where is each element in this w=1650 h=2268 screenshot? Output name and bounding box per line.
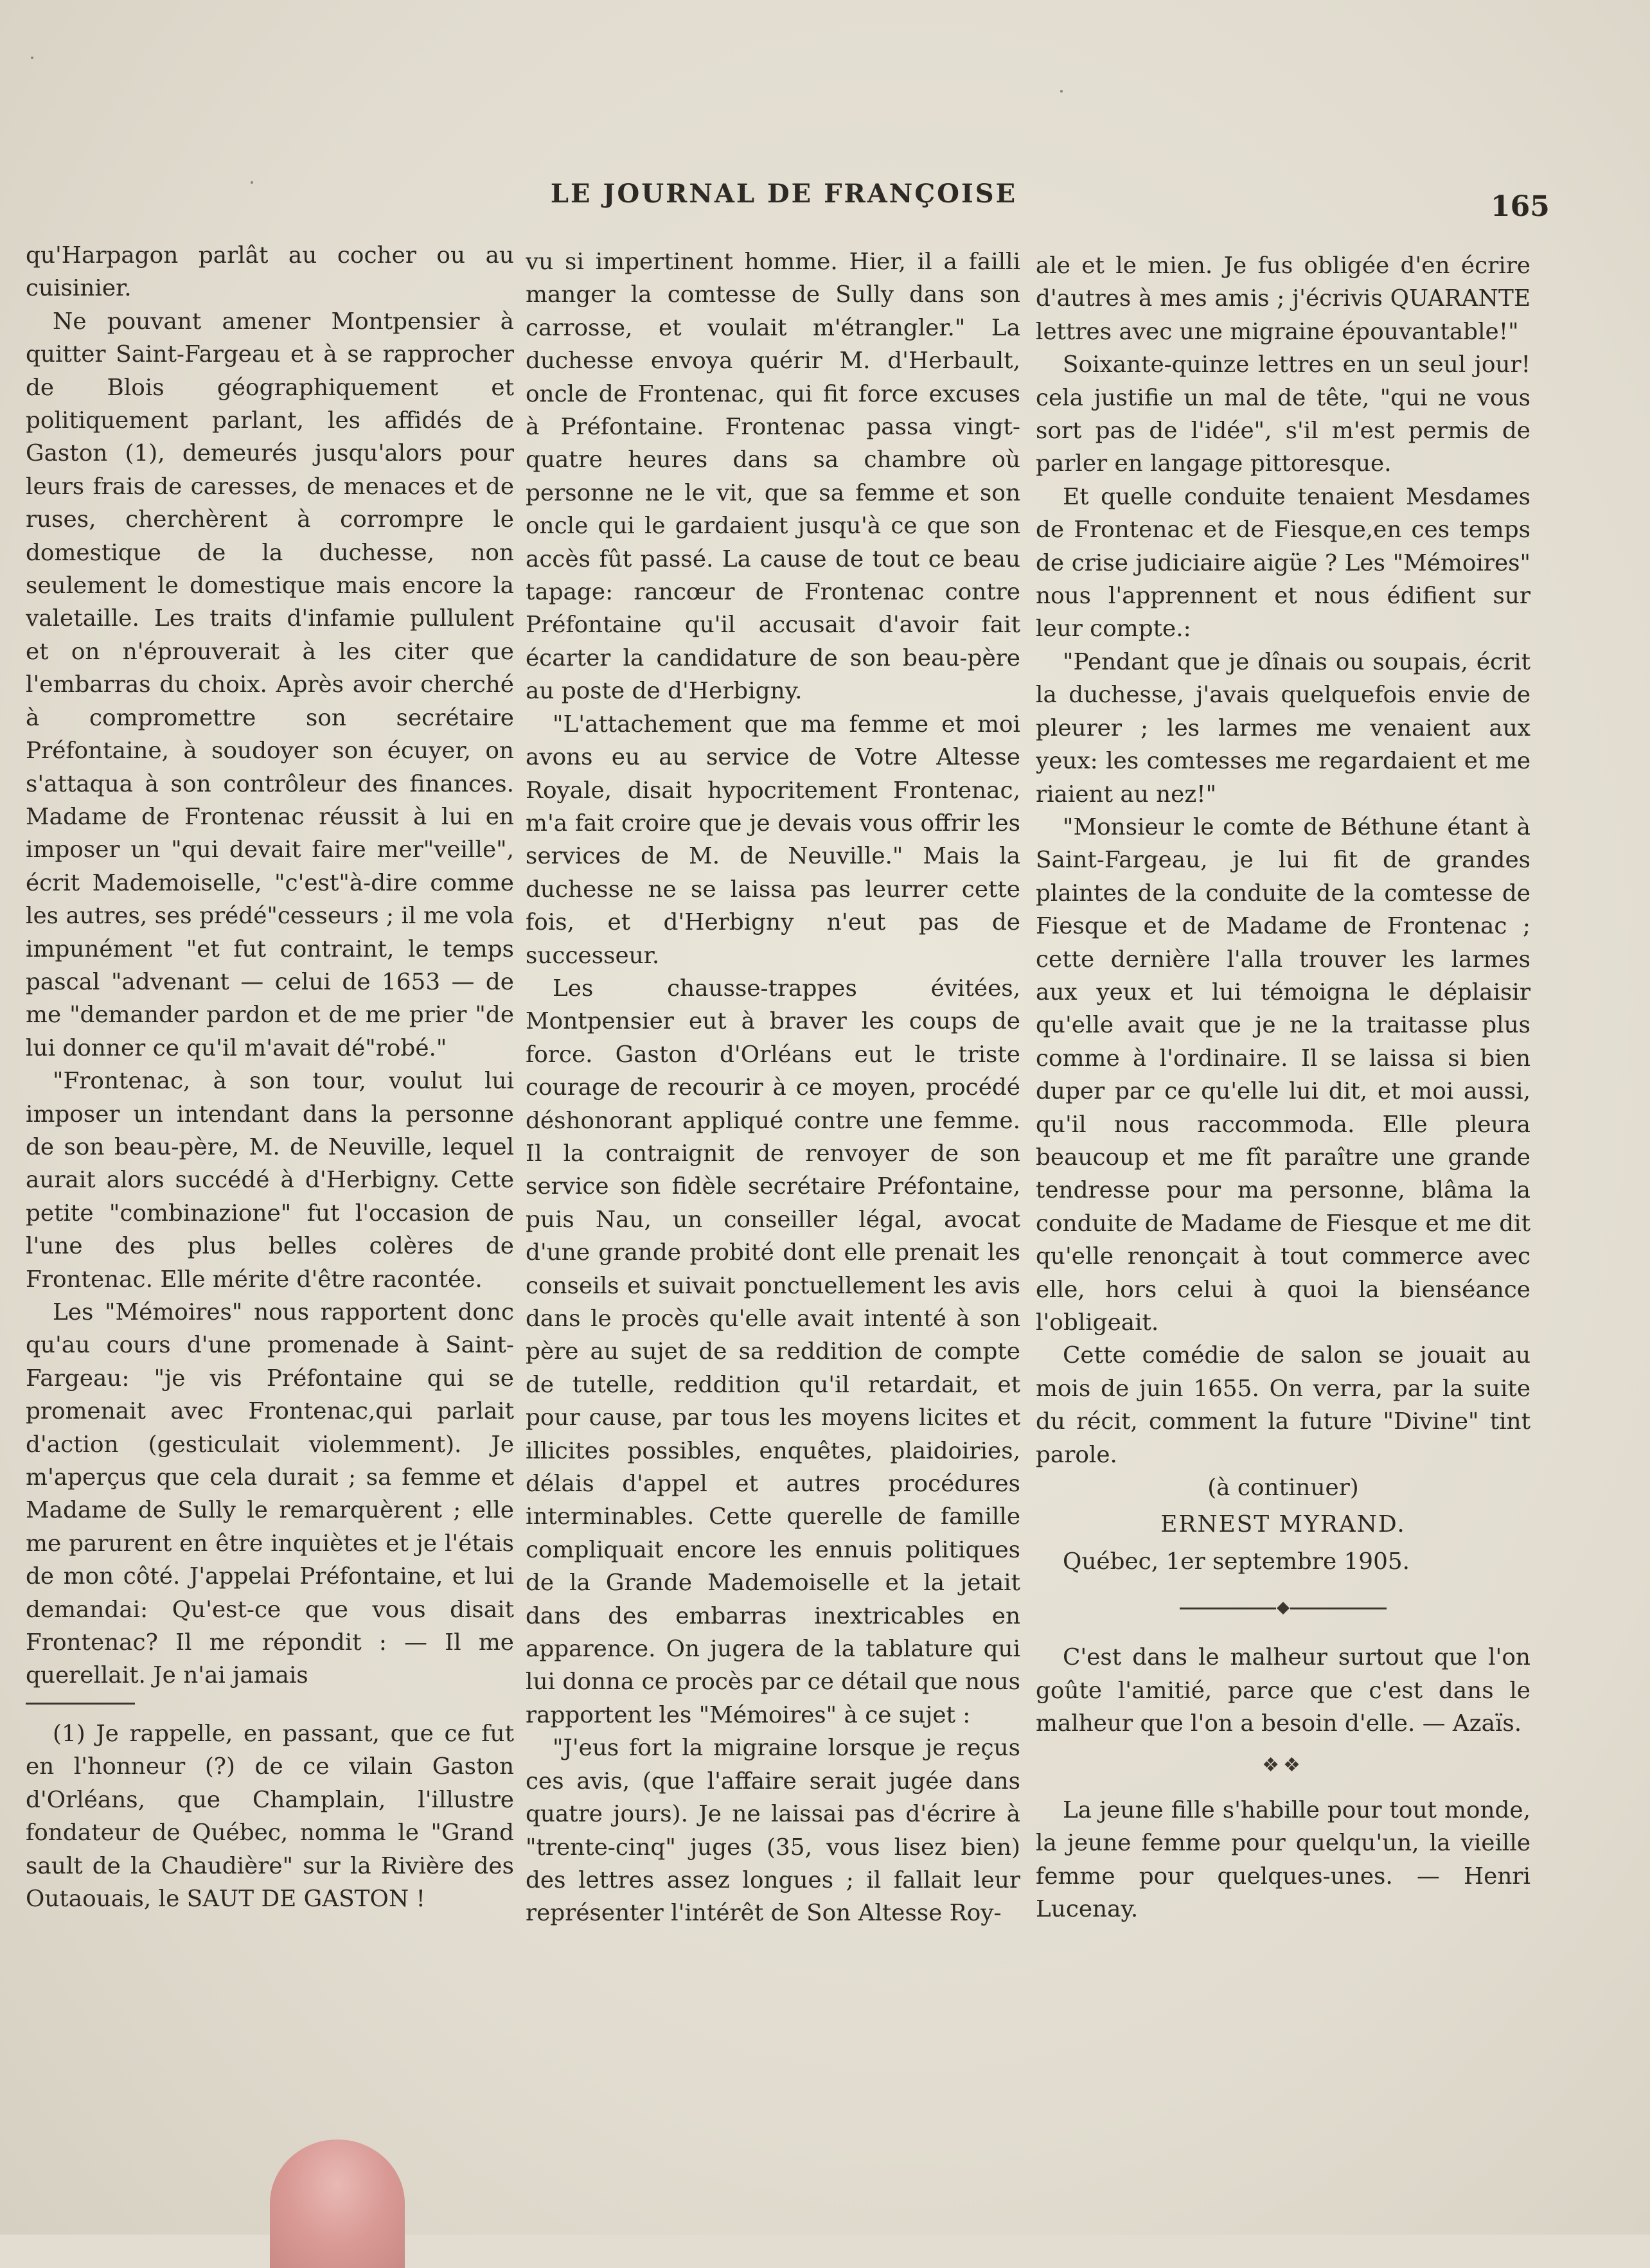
paragraph: Les chausse-trappes évitées, Montpensier eut à braver les coups de force. Gaston d'Orléans eut le triste courage de recourir à ce moyen, procédé déshonorant appliqué contre une femme. Il la contraignit de renvoyer de son service son fidèle secrétaire Préfontaine, puis Nau, un conseiller légal, avocat d'une grande probité dont elle prenait les conseils et suivait ponctuellement les avis dans le procès qu'elle avait intenté à son père au sujet de sa reddition de compte de tutelle, reddition qu'il retardait, et pour cause, par tous les moyens licites et illicites possibles, enquêtes, plaidoiries, délais d'appel et autres procédures interminables. Cette querelle de famille compliquait encore les ennuis politiques de la Grande Mademoiselle et la jetait dans des embarras inextricables en apparence. On jugera de la tablature qui lui donna ce procès par ce détail que nous rapportent les "Mémoires" à ce sujet : (526, 975, 1020, 1728)
author-signature: ERNEST MYRAND. (1160, 1511, 1406, 1538)
ornament-line (1290, 1608, 1387, 1609)
footnote: (1) Je rappelle, en passant, que ce fut en l'honneur (?) de ce vilain Gaston d'Orléans, que Champlain, l'illustre fondateur de Québec, nomma le "Grand sault de la Chaudière" sur la Rivière des Outaouais, le SAUT DE GASTON ! (26, 1720, 514, 1912)
column-middle (526, 245, 1020, 2160)
column-left (26, 239, 514, 2154)
maxim: C'est dans le malheur surtout que l'on goûte l'amitié, parce que c'est dans le malheur que l'on a besoin d'elle. — Azaïs. (1036, 1644, 1530, 1737)
fleuron-icon: ❖❖ (1262, 1754, 1304, 1777)
paragraph: Les "Mémoires" nous rapportent donc qu'au cours d'une promenade à Saint-Fargeau: "je vis Préfontaine qui se promenait avec Frontenac,qui parlait d'action (gesticulait violemment). Je m'aperçus que cela durait ; sa femme et Madame de Sully le remarquèrent ; elle me parurent en être inquiètes et je l'étais de mon côté. J'appelai Préfontaine, et lui demandai: Qu'est-ce que vous disait Frontenac? Il me répondit : — Il me querellait. Je n'ai jamais (26, 1299, 514, 1689)
scan-speck (1060, 90, 1063, 93)
ornament-line (1180, 1608, 1276, 1609)
paragraph: "Monsieur le comte de Béthune étant à Saint-Fargeau, je lui fit de grandes plaintes de la conduite de la comtesse de Fiesque et de Madame de Frontenac ; cette dernière l'alla trouver les larmes aux yeux et lui témoigna le déplaisir qu'elle avait que je ne la traitasse plus comme à l'ordinaire. Il se laissa si bien duper par ce qu'elle lui dit, et moi aussi, qu'il nous raccommoda. Elle pleura beaucoup et me fît paraître une grande tendresse pour ma personne, blâma la conduite de Madame de Fiesque et me dit qu'elle renonçait à tout commerce avec elle, hors celui à quoi la bienséance l'obligeait. (1036, 813, 1530, 1336)
scanner-thumb (270, 2140, 405, 2268)
ornament-divider (1036, 1592, 1530, 1624)
diamond-ornament-icon (1277, 1602, 1290, 1615)
paragraph: Ne pouvant amener Montpensier à quitter Saint-Fargeau et à se rapprocher de Blois géographiquement et politiquement parlant, les affidés de Gaston (1), demeurés jusqu'alors pour leurs frais de caresses, de menaces et de ruses, cherchèrent à corrompre le domestique de la duchesse, non seulement le domestique mais encore la valetaille. Les traits d'infamie pullulent et on n'éprouverait à les citer que l'embarras du choix. Après avoir cherché à compromettre son secrétaire Préfontaine, à soudoyer son écuyer, on s'attaqua à son contrôleur des finances. Madame de Frontenac réussit à lui en imposer un "qui devait faire mer"veille", écrit Mademoiselle, "c'est"à-dire comme les autres, ses prédé"cesseurs ; il me vola impunément "et fut contraint, le temps pascal "advenant — celui de 1653 — de me "demander pardon et de me prier "de lui donner ce qu'il m'avait dé"robé." (26, 308, 514, 1061)
paragraph: Et quelle conduite tenaient Mesdames de Frontenac et de Fiesque,en ces temps de crise judiciaire aigüe ? Les "Mémoires" nous l'apprennent et nous édifient sur leur compte.: (1036, 483, 1530, 642)
running-head: LE JOURNAL DE FRANÇOISE (550, 179, 1018, 209)
paragraph: "J'eus fort la migraine lorsque je reçus ces avis, (que l'affaire serait jugée dans quatre jours). Je ne laissai pas d'écrire à "trente-cinq" juges (35, vous lisez bien) des lettres assez longues ; il fallait leur représenter l'intérêt de Son Altesse Roy- (526, 1735, 1020, 1927)
maxim: La jeune fille s'habille pour tout monde, la jeune femme pour quelqu'un, la vieille femme pour quelques-unes. — Henri Lucenay. (1036, 1796, 1530, 1923)
column-right (1036, 249, 1530, 2164)
to-be-continued: (à continuer) (1207, 1475, 1359, 1502)
dateline: Québec, 1er septembre 1905. (1063, 1548, 1410, 1575)
paragraph: Soixante-quinze lettres en un seul jour! cela justifie un mal de tête, "qui ne vous sort pas de l'idée", s'il m'est permis de parler en langage pittoresque. (1036, 351, 1530, 477)
paragraph: vu si impertinent homme. Hier, il a failli manger la comtesse de Sully dans son carrosse, et voulait m'étrangler." La duchesse envoya quérir M. d'Herbault, oncle de Frontenac, qui fit force excuses à Préfontaine. Frontenac passa vingt-quatre heures dans sa chambre où personne ne le vit, que sa femme et son oncle qui le gardaient jusqu'à ce que son accès fût passé. La cause de tout ce beau tapage: rancœur de Frontenac contre Préfontaine qu'il accusait d'avoir fait écarter la candidature de son beau-père au poste de d'Herbigny. (526, 249, 1020, 705)
paragraph: qu'Harpagon parlât au cocher ou au cuisinier. (26, 242, 514, 302)
paragraph: "Pendant que je dînais ou soupais, écrit la duchesse, j'avais quelquefois envie de pleurer ; les larmes me venaient aux yeux: les comtesses me regardaient et me riaient au nez!" (1036, 648, 1530, 808)
paragraph: Cette comédie de salon se jouait au mois de juin 1655. On verra, par la suite du récit, comment la future "Divine" tint parole. (1036, 1342, 1530, 1468)
page-number: 165 (1491, 190, 1550, 223)
scan-speck (31, 57, 33, 59)
footnote-divider (26, 1703, 135, 1705)
paragraph: "L'attachement que ma femme et moi avons eu au service de Votre Altesse Royale, disait hypocritement Frontenac, m'a fait croire que je devais vous offrir les services de M. de Neuville." Mais la duchesse ne se laissa pas leurrer cette fois, et d'Herbigny n'eut pas de successeur. (526, 711, 1020, 969)
paragraph: ale et le mien. Je fus obligée d'en écrire d'autres à mes amis ; j'écrivis QUARANTE lettres avec une migraine épouvantable!" (1036, 252, 1530, 345)
paragraph: "Frontenac, à son tour, voulut lui imposer un intendant dans la personne de son beau-père, M. de Neuville, lequel aurait alors succédé à d'Herbigny. Cette petite "combinazione" fut l'occasion de l'une des plus belles colères de Frontenac. Elle mérite d'être racontée. (26, 1068, 514, 1293)
scan-speck (251, 181, 253, 184)
